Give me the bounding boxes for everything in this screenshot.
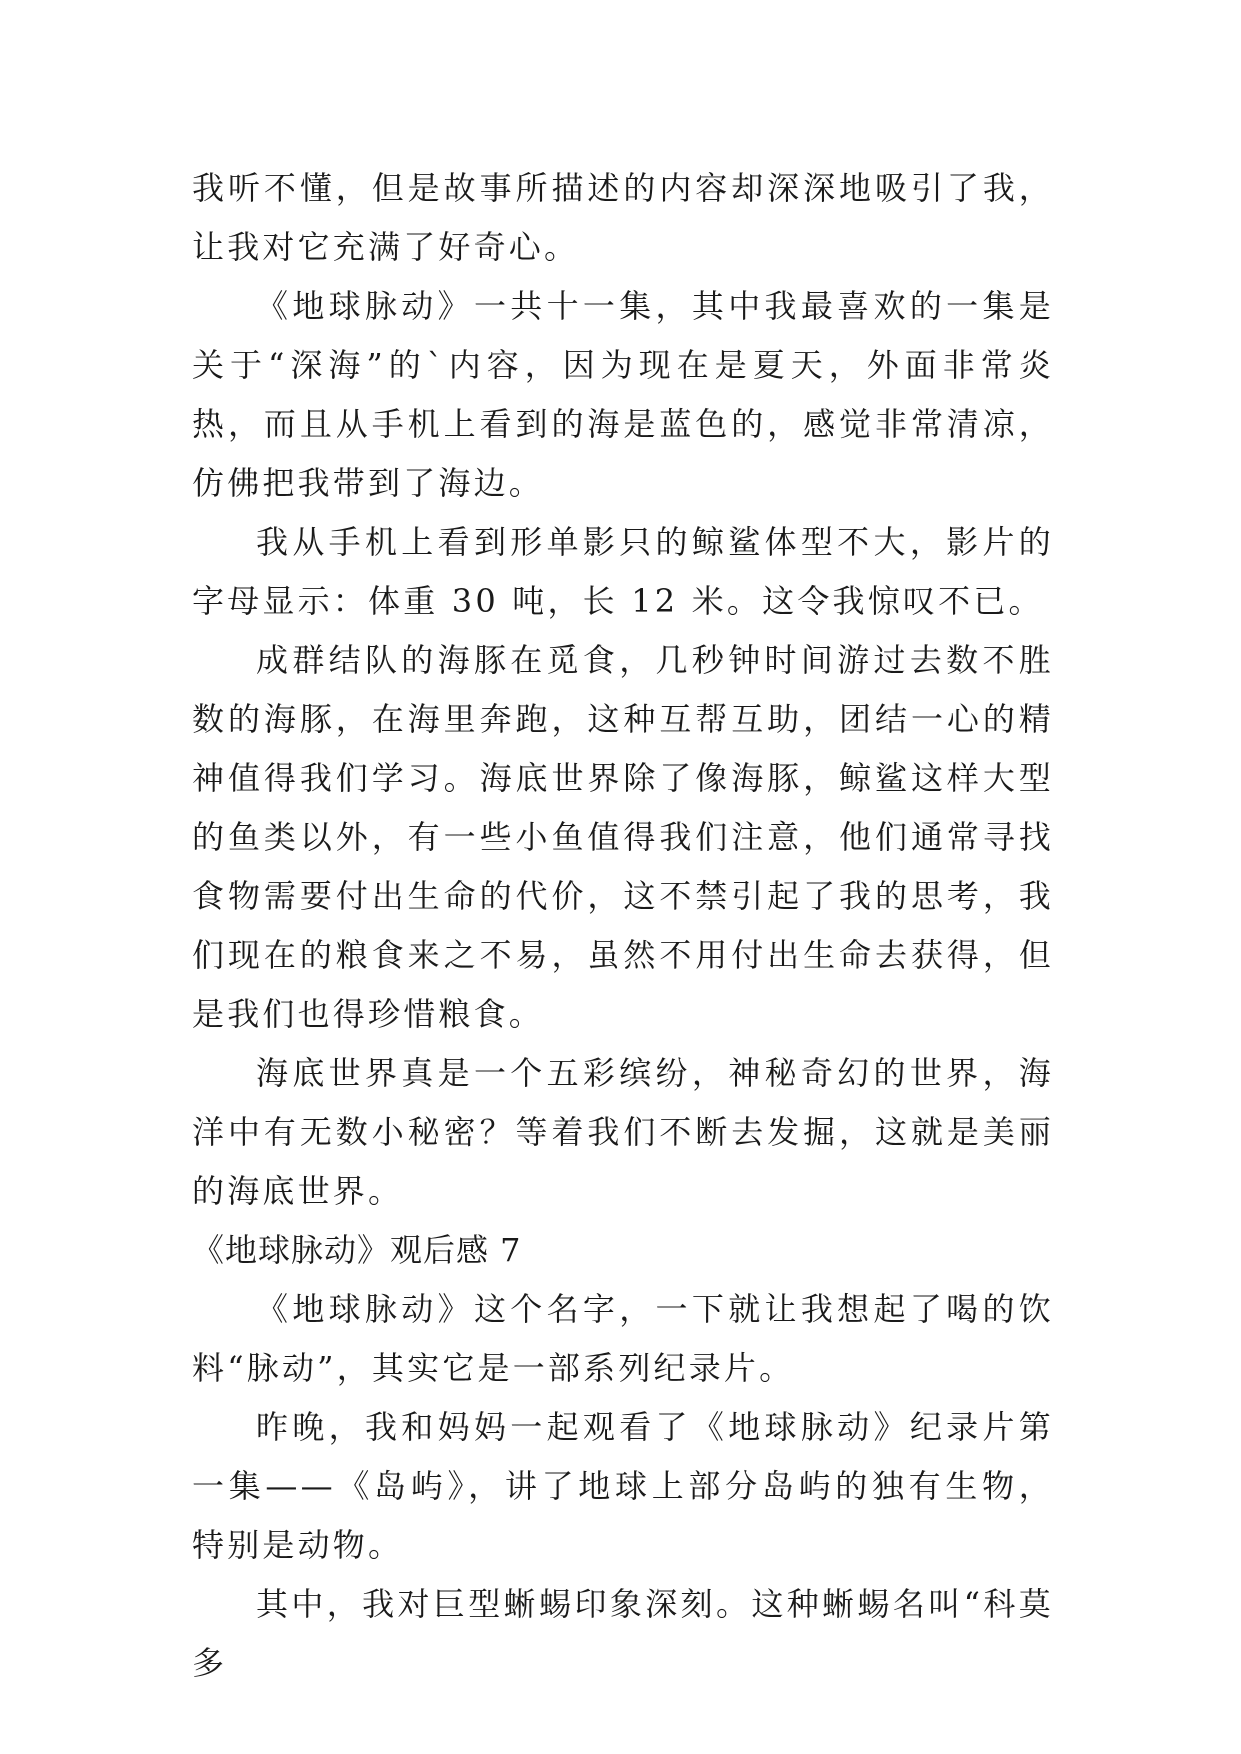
paragraph-1: 我听不懂，但是故事所描述的内容却深深地吸引了我，让我对它充满了好奇心。 (192, 169, 1054, 266)
paragraph-2: 《地球脉动》一共十一集，其中我最喜欢的一集是关于“深海”的`内容，因为现在是夏天，外面非常炎热，而且从手机上看到的海是蓝色的，感觉非常清凉，仿佛把我带到了海边。 (192, 287, 1054, 502)
paragraph-5: 海底世界真是一个五彩缤纷，神秘奇幻的世界，海洋中有无数小秘密？等着我们不断去发掘，这就是美丽的海底世界。 (192, 1054, 1054, 1210)
paragraph-3: 我从手机上看到形单影只的鲸鲨体型不大，影片的字母显示：体重 30 吨，长 12 米。这令我惊叹不已。 (192, 523, 1054, 620)
section-paragraph-1: 《地球脉动》这个名字，一下就让我想起了喝的饮料“脉动”，其实它是一部系列纪录片。 (192, 1290, 1054, 1387)
paragraph-4: 成群结队的海豚在觅食，几秒钟时间游过去数不胜数的海豚，在海里奔跑，这种互帮互助，团结一心的精神值得我们学习。海底世界除了像海豚，鲸鲨这样大型的鱼类以外，有一些小鱼值得我们注意，他们通常寻找食物需要付出生命的代价，这不禁引起了我的思考，我们现在的粮食来之不易，虽然不用付出生命去获得，但是我们也得珍惜粮食。 (192, 641, 1054, 1033)
section-paragraph-3: 其中，我对巨型蜥蜴印象深刻。这种蜥蜴名叫“科莫多 (192, 1585, 1054, 1682)
document-body (192, 159, 1054, 1693)
section-paragraph-2: 昨晚，我和妈妈一起观看了《地球脉动》纪录片第一集——《岛屿》，讲了地球上部分岛屿的独有生物，特别是动物。 (192, 1408, 1054, 1564)
section-title: 《地球脉动》观后感 7 (192, 1231, 522, 1269)
